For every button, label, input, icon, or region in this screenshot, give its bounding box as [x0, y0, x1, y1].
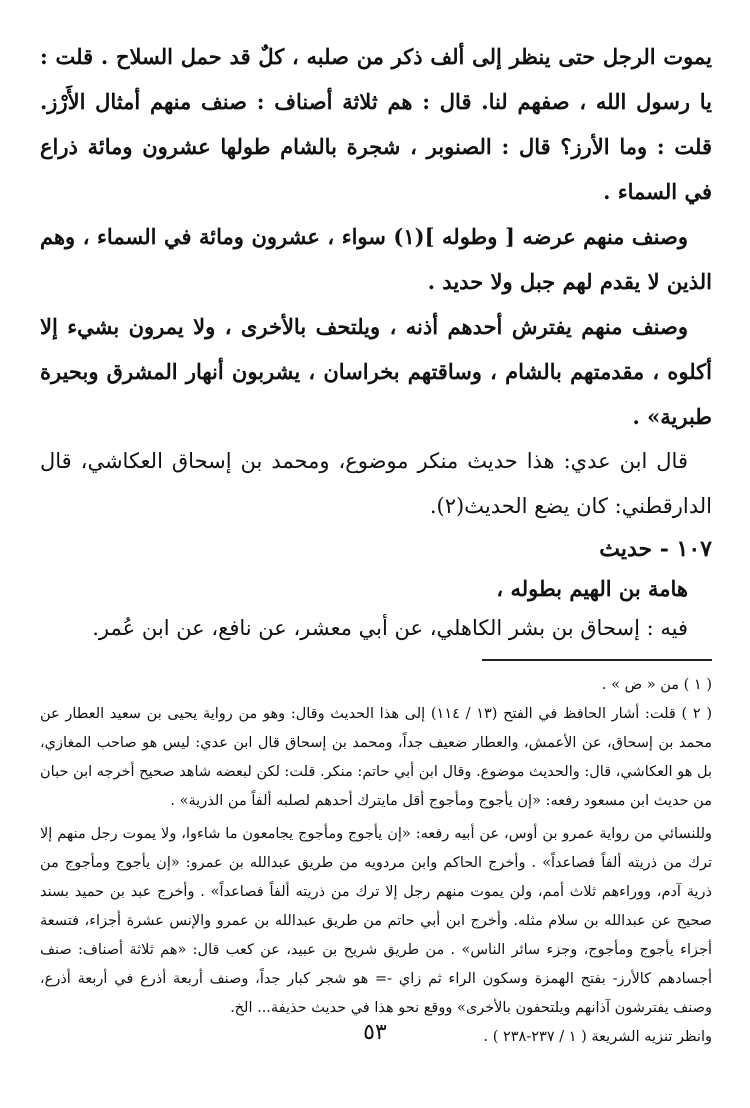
- hadith-title: هامة بن الهيم بطوله ،: [496, 576, 688, 601]
- commentary-paragraph: قال ابن عدي: هذا حديث منكر موضوع، ومحمد بن إسحاق العكاشي، قال الدارقطني: كان يضع الحديث(٢).: [40, 449, 712, 518]
- hadith-number-heading: ١٠٧ - حديث: [599, 536, 712, 562]
- hadith-source-line: فيه : إسحاق بن بشر الكاهلي، عن أبي معشر، عن نافع، عن ابن عُمر.: [92, 616, 688, 640]
- footnote-2: ( ٢ ) قلت: أشار الحافظ في الفتح (١٣ / ١١٤) إلى هذا الحديث وقال: وهو من رواية يحيى بن سعيد العطار عن محمد بن إسحاق، عن الأعمش، والعطار ضعيف جداً، ومحمد بن إسحاق قال ابن عدي: ليس هو صاحب المغازي، بل هو العكاشي، قال: والحديث موضوع. وقال ابن أبي حاتم: منكر. قلت: لكن لبعضه شاهد صحيح أخرجه ابن حبان من حديث ابن مسعود رفعه: «إن يأجوج ومأجوج أقل مايترك أحدهم لصلبه ألفاً من الذرية» .: [40, 706, 713, 809]
- hadith-text-paragraph: وصنف منهم عرضه [ وطوله ](١) سواء ، عشرون ومائة في السماء ، وهم الذين لا يقدم لهم جبل ولا حديد .: [40, 224, 712, 294]
- page-body: [40, 34, 712, 1052]
- page-number: ٥٣: [363, 1020, 387, 1045]
- hadith-text-paragraph: يموت الرجل حتى ينظر إلى ألف ذكر من صلبه ، كلٌ قد حمل السلاح . قلت : يا رسول الله ، صفهم لنا. قال : هم ثلاثة أصناف : صنف منهم أمثال الأَرْز. قلت : وما الأرز؟ قال : الصنوبر ، شجرة بالشام طولها عشرون ومائة ذراع في السماء .: [40, 44, 712, 204]
- hadith-text-paragraph: وصنف منهم يفترش أحدهم أذنه ، ويلتحف بالأخرى ، ولا يمرون بشيء إلا أكلوه ، مقدمتهم بالشام ، وساقتهم بخراسان ، يشربون أنهار المشرق وبحيرة طبرية» .: [40, 314, 712, 429]
- footnote-divider: [482, 659, 712, 661]
- footnotes: [40, 671, 712, 1052]
- main-text: [40, 34, 712, 647]
- footnote-1: ( ١ ) من « ض » .: [601, 677, 712, 693]
- footnote-reference: وانظر تنزيه الشريعة ( ١ / ٢٣٧-٢٣٨ ) .: [483, 1029, 712, 1045]
- footnote-2-continued: وللنسائي من رواية عمرو بن أوس، عن أبيه رفعه: «إن يأجوج ومأجوج يجامعون ما شاءوا، ولا يموت رجل منهم إلا ترك من ذريته ألفاً فصاعداً» . وأخرج الحاكم وابن مردويه من طريق عبدالله بن عمرو: «إن يأجوج ومأجوج من ذرية آدم، ووراءهم ثلاث أمم، ولن يموت منهم رجل إلا ترك من ذريته ألفاً فصاعداً» . وأخرج عبد بن حميد بسند صحيح عن عبدالله بن سلام مثله. وأخرج ابن أبي حاتم من طريق عبدالله بن عمرو والإنس عشرة أجزاء، فتسعة أجزاء يأجوج ومأجوج، وجزء سائر الناس» . من طريق شريح بن عبيد، عن كعب قال: «هم ثلاثة أصناف: صنف أجسادهم كالأرز- بفتح الهمزة وسكون الراء ثم زاي -= هو شجر كبار جداً، وصنف أربعة أذرع في أربعة أذرع، وصنف يفترشون آذانهم ويلتحفون بالأخرى» ووقع نحو هذا في حديث حذيفة... الخ.: [40, 826, 712, 1016]
